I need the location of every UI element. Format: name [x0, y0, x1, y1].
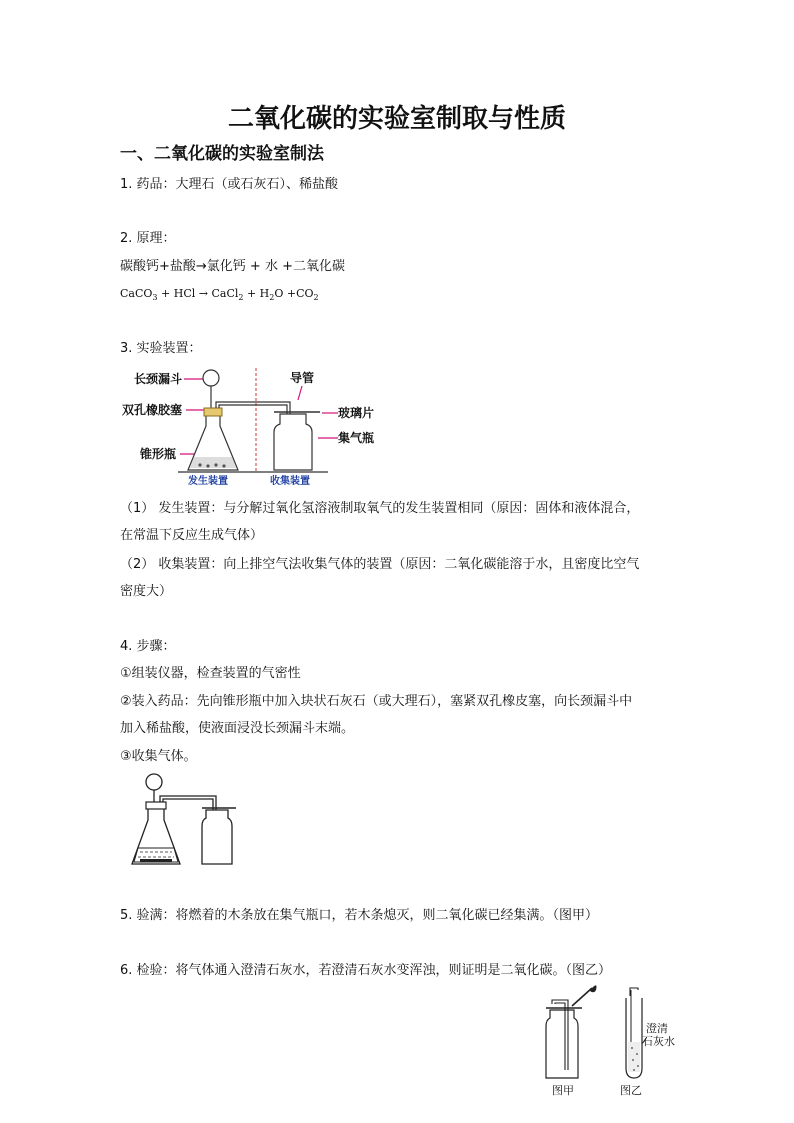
chemical-equation: CaCO$_3$ + HCl → CaCl$_2$ + $H_2O +CO_2$: [120, 287, 319, 303]
collection-sketch: [126, 772, 246, 872]
step-1: ①组装仪器，检查装置的气密性: [120, 666, 301, 681]
flask-label: 锥形瓶: [140, 447, 177, 461]
principle-heading: 2. 原理：: [120, 231, 176, 246]
col-desc-line1: （2） 收集装置：向上排空气法收集气体的装置（原因：二氧化碳能溶于水，且密度比空气: [120, 557, 640, 572]
col-caption: 收集装置: [270, 476, 310, 487]
gen-caption: 发生装置: [188, 476, 228, 487]
section-heading: 一、二氧化碳的实验室制法: [120, 144, 324, 164]
lime-label-1: 澄清: [646, 1022, 668, 1035]
fig-jia-caption: 图甲: [552, 1084, 574, 1097]
figures-jia-yi: [538, 982, 684, 1098]
step-2b: 加入稀盐酸，使液面浸没长颈漏斗末端。: [120, 721, 355, 736]
steps-heading: 4. 步骤：: [120, 639, 176, 654]
test-text: 6. 检验：将气体通入澄清石灰水，若澄清石灰水变浑浊，则证明是二氧化碳。（图乙）: [120, 963, 612, 978]
bottle-label: 集气瓶: [338, 431, 375, 445]
funnel-label: 长颈漏斗: [134, 372, 183, 386]
page-title: 二氧化碳的实验室制取与性质: [227, 104, 566, 134]
fig-yi-caption: 图乙: [620, 1084, 642, 1097]
apparatus-diagram: [118, 362, 380, 490]
drugs-text: 1. 药品：大理石（或石灰石）、稀盐酸: [120, 177, 339, 192]
step-2a: ②装入药品：先向锥形瓶中加入块状石灰石（或大理石），塞紧双孔橡皮塞，向长颈漏斗中: [120, 694, 633, 709]
glass-label: 玻璃片: [338, 406, 375, 420]
col-desc-line2: 密度大）: [120, 584, 173, 599]
lime-label-2: 石灰水: [642, 1035, 675, 1048]
tube-label: 导管: [290, 371, 315, 385]
apparatus-heading: 3. 实验装置：: [120, 341, 202, 356]
word-equation: 碳酸钙+盐酸→氯化钙 + 水 +二氧化碳: [120, 259, 345, 274]
gen-desc-line1: （1） 发生装置：与分解过氧化氢溶液制取氧气的发生装置相同（原因：固体和液体混合，: [120, 501, 640, 516]
gen-desc-line2: 在常温下反应生成气体）: [120, 528, 264, 543]
step-3: ③收集气体。: [120, 749, 197, 764]
stopper-label: 双孔橡胶塞: [122, 403, 183, 417]
full-check-text: 5. 验满：将燃着的木条放在集气瓶口，若木条熄灭，则二氧化碳已经集满。（图甲）: [120, 908, 599, 923]
